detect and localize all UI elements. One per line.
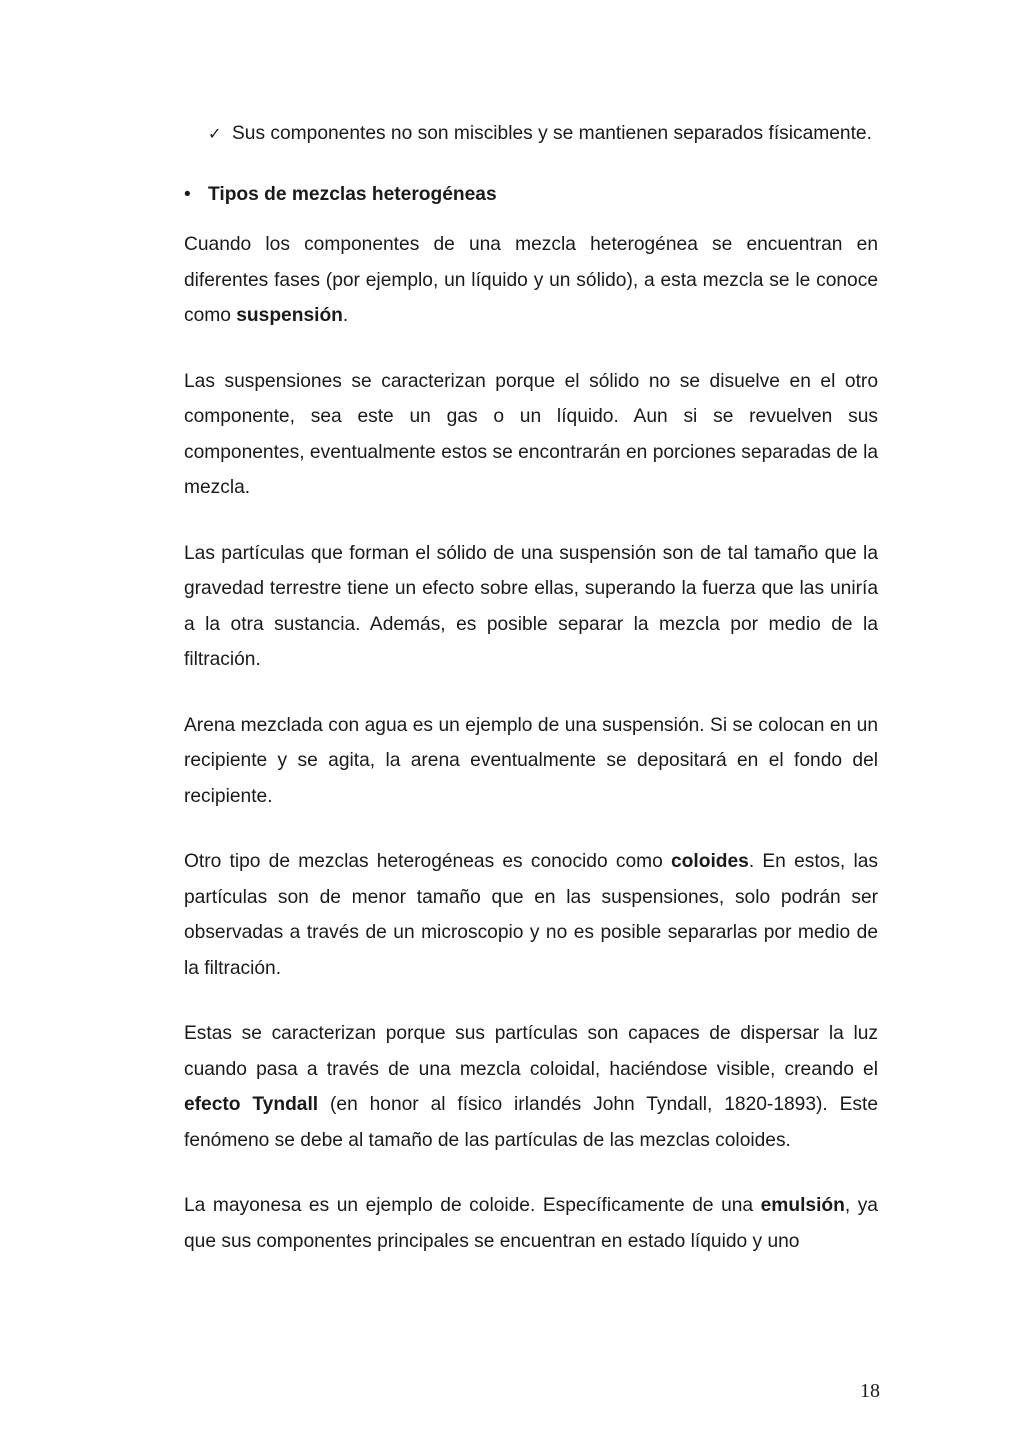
bold-term-efecto-tyndall: efecto Tyndall <box>184 1094 319 1115</box>
paragraph-text: Otro tipo de mezclas heterogéneas es conocido como <box>184 851 671 872</box>
section-heading <box>184 177 878 213</box>
paragraph-text: . En estos, las partículas son de menor tamaño que en las suspensiones, solo podrán ser observadas a través de un microscopio y no es posible separarlas por medio de la filtración. <box>184 851 878 979</box>
bold-term-suspension: suspensión <box>236 305 343 326</box>
paragraph-text: , ya que sus componentes principales se encuentran en estado líquido y uno <box>184 1195 878 1252</box>
bold-term-emulsion: emulsión <box>760 1195 845 1216</box>
bullet-icon: • <box>184 183 191 205</box>
paragraph-text: La mayonesa es un ejemplo de coloide. Específicamente de una <box>184 1195 761 1216</box>
paragraph-suspension-definition <box>184 227 878 334</box>
paragraph-mayonnaise-example <box>184 1188 878 1259</box>
bold-term-coloides: coloides <box>671 851 749 872</box>
paragraph-text: . <box>342 305 349 326</box>
section-heading-text: Tipos de mezclas heterogéneas <box>208 183 497 205</box>
check-list-item-text: Sus componentes no son miscibles y se mantienen separados físicamente. <box>232 123 872 144</box>
paragraph-suspension-characteristics: Las suspensiones se caracterizan porque el sólido no se disuelve en el otro componente, sea este un gas o un líquido. Aun si se revuelven sus componentes, eventualmente estos se encontrarán en porciones separadas de la mezcla. <box>184 370 878 498</box>
check-list-item <box>184 116 878 152</box>
paragraph-text: Estas se caracterizan porque sus partículas son capaces de dispersar la luz cuando pasa a través de una mezcla coloidal, haciéndose visible, creando el <box>184 1023 878 1080</box>
document-body <box>184 116 878 1259</box>
paragraph-colloids <box>184 844 878 986</box>
paragraph-text: (en honor al físico irlandés John Tyndall, 1820-1893). Este fenómeno se debe al tamaño de las partículas de las mezclas coloides. <box>184 1094 878 1151</box>
paragraph-sand-example: Arena mezclada con agua es un ejemplo de una suspensión. Si se colocan en un recipiente y se agita, la arena eventualmente se depositará en el fondo del recipiente. <box>184 714 878 807</box>
paragraph-suspension-particles: Las partículas que forman el sólido de una suspensión son de tal tamaño que la gravedad terrestre tiene un efecto sobre ellas, superando la fuerza que las uniría a la otra sustancia. Además, es posible separar la mezcla por medio de la filtración. <box>184 542 878 670</box>
check-mark-icon: ✓ <box>208 124 222 143</box>
page-number: 18 <box>860 1380 880 1402</box>
paragraph-text: Cuando los componentes de una mezcla heterogénea se encuentran en diferentes fases (por ejemplo, un líquido y un sólido), a esta mezcla se le conoce como <box>184 234 878 326</box>
paragraph-tyndall-effect <box>184 1016 878 1158</box>
